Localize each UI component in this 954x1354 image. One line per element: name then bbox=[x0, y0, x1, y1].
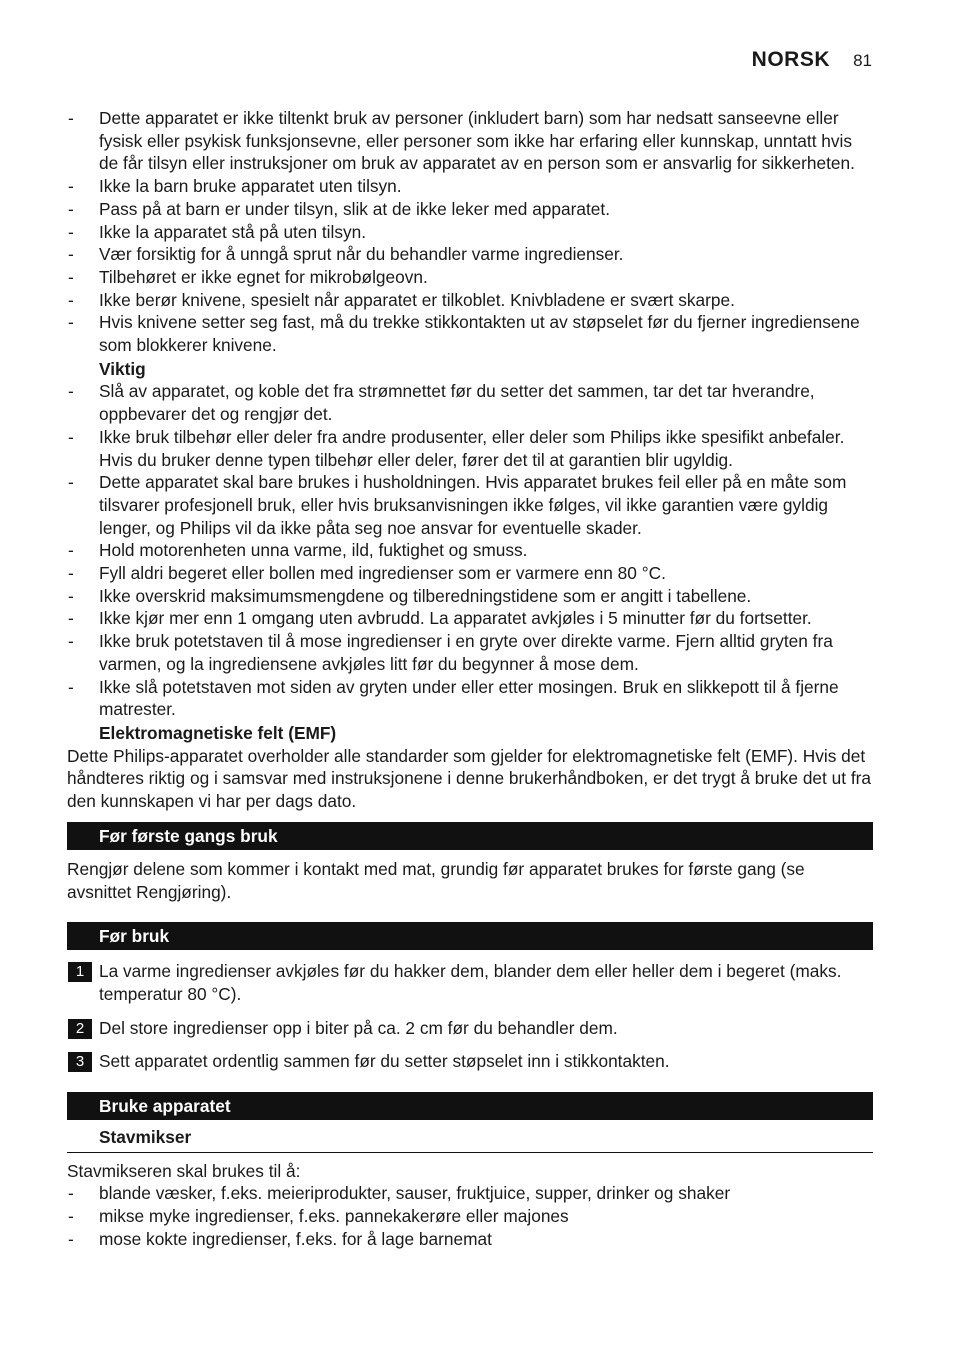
language-label: NORSK bbox=[751, 48, 830, 71]
step-number: 2 bbox=[68, 1019, 92, 1039]
page-content bbox=[67, 107, 873, 1251]
list-item: - Ikke kjør mer enn 1 omgang uten avbrudd. La apparatet avkjøles i 5 minutter før du fortsetter. bbox=[67, 607, 873, 630]
section-bar-before-use: Før bruk bbox=[67, 922, 873, 950]
list-item: - Ikke overskrid maksimumsmengdene og tilberedningstidene som er angitt i tabellene. bbox=[67, 585, 873, 608]
emf-heading: Elektromagnetiske felt (EMF) bbox=[99, 722, 337, 743]
page-number: 81 bbox=[853, 51, 872, 70]
list-item: - blande væsker, f.eks. meieriprodukter, sauser, fruktjuice, supper, drinker og shaker bbox=[67, 1182, 873, 1205]
list-item: - mikse myke ingredienser, f.eks. pannekakerøre eller majones bbox=[67, 1205, 873, 1228]
list-item: - Ikke bruk tilbehør eller deler fra andre produsenter, eller deler som Philips ikke spesifikt anbefaler. Hvis du bruker denne typen tilbehør eller deler, fører det til at garantien blir ugyldig. bbox=[67, 426, 873, 471]
list-item: - Hold motorenheten unna varme, ild, fuktighet og smuss. bbox=[67, 539, 873, 562]
step-text: La varme ingredienser avkjøles før du hakker dem, blander dem eller heller dem i begeret (maks. temperatur 80 °C). bbox=[99, 961, 842, 1004]
list-item: - Vær forsiktig for å unngå sprut når du behandler varme ingredienser. bbox=[67, 243, 873, 266]
step-text: Sett apparatet ordentlig sammen før du setter støpselet inn i stikkontakten. bbox=[99, 1051, 670, 1072]
step-number: 3 bbox=[68, 1052, 92, 1072]
list-item: - Hvis knivene setter seg fast, må du trekke stikkontakten ut av støpselet før du fjerner ingrediensene som blokkerer knivene. bbox=[67, 311, 873, 356]
list-item: - Ikke la apparatet stå på uten tilsyn. bbox=[67, 221, 873, 244]
list-item: - Pass på at barn er under tilsyn, slik at de ikke leker med apparatet. bbox=[67, 198, 873, 221]
important-heading: Viktig bbox=[99, 358, 146, 379]
first-use-text: Rengjør delene som kommer i kontakt med mat, grundig før apparatet brukes for første gang (se avsnittet Rengjøring). bbox=[67, 858, 805, 902]
step-item bbox=[67, 960, 873, 1005]
safety-list bbox=[67, 107, 873, 357]
section-bar-first-use: Før første gangs bruk bbox=[67, 822, 873, 850]
using-intro: Stavmikseren skal brukes til å: bbox=[67, 1160, 301, 1181]
list-item: - Ikke berør knivene, spesielt når apparatet er tilkoblet. Knivbladene er svært skarpe. bbox=[67, 289, 873, 312]
step-item bbox=[67, 1017, 873, 1040]
list-item: - Ikke bruk potetstaven til å mose ingredienser i en gryte over direkte varme. Fjern alltid gryten fra varmen, og la ingrediensene avkjøles litt før du begynner å mose dem. bbox=[67, 630, 873, 675]
page-header bbox=[660, 48, 874, 74]
list-item: - Tilbehøret er ikke egnet for mikrobølgeovn. bbox=[67, 266, 873, 289]
list-item: - Slå av apparatet, og koble det fra strømnettet før du setter det sammen, tar det tar hverandre, oppbevarer det og rengjør det. bbox=[67, 380, 873, 425]
important-list bbox=[67, 380, 873, 721]
step-text: Del store ingredienser opp i biter på ca. 2 cm før du behandler dem. bbox=[99, 1017, 618, 1038]
step-item bbox=[67, 1050, 873, 1073]
step-number: 1 bbox=[68, 962, 92, 982]
list-item: - mose kokte ingredienser, f.eks. for å lage barnemat bbox=[67, 1228, 873, 1251]
emf-text: Dette Philips-apparatet overholder alle standarder som gjelder for elektromagnetiske felt (EMF). Hvis det håndteres riktig og i samsvar med instruksjonene i denne brukerhåndboken, er det trygt å bruke det ut fra den kunnskapen vi har per dags dato. bbox=[67, 745, 872, 812]
stavmikser-heading: Stavmikser bbox=[67, 1126, 873, 1153]
list-item: - Dette apparatet skal bare brukes i husholdningen. Hvis apparatet brukes feil eller på en måte som tilsvarer profesjonell bruk, eller hvis bruksanvisningen ikke følges, vil ikke garantien være gyldig lenger, og Philips vil da ikke påta seg noe ansvar for eventuelle skader. bbox=[67, 471, 873, 539]
using-list bbox=[67, 1182, 873, 1250]
list-item: - Ikke slå potetstaven mot siden av gryten under eller etter mosingen. Bruk en slikkepott til å fjerne matrester. bbox=[67, 676, 873, 721]
list-item: - Fyll aldri begeret eller bollen med ingredienser som er varmere enn 80 °C. bbox=[67, 562, 873, 585]
list-item: - Ikke la barn bruke apparatet uten tilsyn. bbox=[67, 175, 873, 198]
section-bar-using: Bruke apparatet bbox=[67, 1092, 873, 1120]
before-use-steps bbox=[67, 960, 873, 1073]
list-item: - Dette apparatet er ikke tiltenkt bruk av personer (inkludert barn) som har nedsatt sanseevne eller fysisk eller psykisk funksjonsevne, eller personer som ikke har erfaring eller kunnskap, unntatt hvis de får tilsyn eller instruksjoner om bruk av apparatet av en person som er ansvarlig for sikkerheten. bbox=[67, 107, 873, 175]
